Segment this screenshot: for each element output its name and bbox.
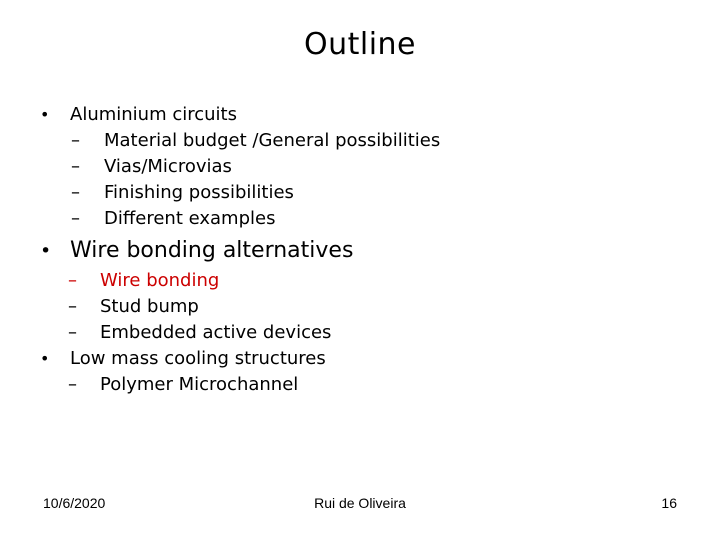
bullet-icon: • xyxy=(40,349,50,368)
outline-item-aluminium-circuits xyxy=(0,102,720,128)
dash-icon: – xyxy=(71,208,80,229)
footer-date: 10/6/2020 xyxy=(43,495,106,511)
sub-item-examples xyxy=(0,206,720,232)
sub-item-label: Material budget /General possibilities xyxy=(104,130,441,151)
sub-item-finishing xyxy=(0,180,720,206)
dash-icon: – xyxy=(68,296,77,317)
outline-subgroup-wire-bonding xyxy=(0,268,720,346)
outline-subgroup-aluminium xyxy=(0,128,720,232)
sub-item-wire-bonding xyxy=(0,268,720,294)
outline-subgroup-cooling xyxy=(0,372,720,398)
sub-item-label: Finishing possibilities xyxy=(104,182,294,203)
outline-item-low-mass-cooling xyxy=(0,346,720,372)
sub-item-stud-bump xyxy=(0,294,720,320)
sub-item-embedded-devices xyxy=(0,320,720,346)
sub-item-label: Embedded active devices xyxy=(100,322,332,343)
sub-item-label: Stud bump xyxy=(100,296,199,317)
footer-page-number: 16 xyxy=(661,495,677,511)
bullet-icon: • xyxy=(40,240,52,262)
sub-item-label: Vias/Microvias xyxy=(104,156,232,177)
dash-icon: – xyxy=(68,322,77,343)
dash-icon: – xyxy=(71,130,80,151)
outline-item-label: Low mass cooling structures xyxy=(70,348,326,369)
dash-icon: – xyxy=(68,374,77,395)
sub-item-label: Wire bonding xyxy=(100,270,220,291)
outline-item-wire-bonding-alternatives xyxy=(0,234,720,268)
sub-item-label: Polymer Microchannel xyxy=(100,374,299,395)
sub-item-polymer-microchannel xyxy=(0,372,720,398)
bullet-icon: • xyxy=(40,105,50,124)
sub-item-vias xyxy=(0,154,720,180)
sub-item-material-budget xyxy=(0,128,720,154)
outline-item-label: Wire bonding alternatives xyxy=(70,238,354,263)
footer-author: Rui de Oliveira xyxy=(314,495,406,511)
slide-title: Outline xyxy=(303,27,417,62)
dash-icon: – xyxy=(71,182,80,203)
outline-list xyxy=(0,102,720,398)
outline-item-label: Aluminium circuits xyxy=(70,104,237,125)
dash-icon: – xyxy=(68,270,77,291)
sub-item-label: Different examples xyxy=(104,208,276,229)
dash-icon: – xyxy=(71,156,80,177)
